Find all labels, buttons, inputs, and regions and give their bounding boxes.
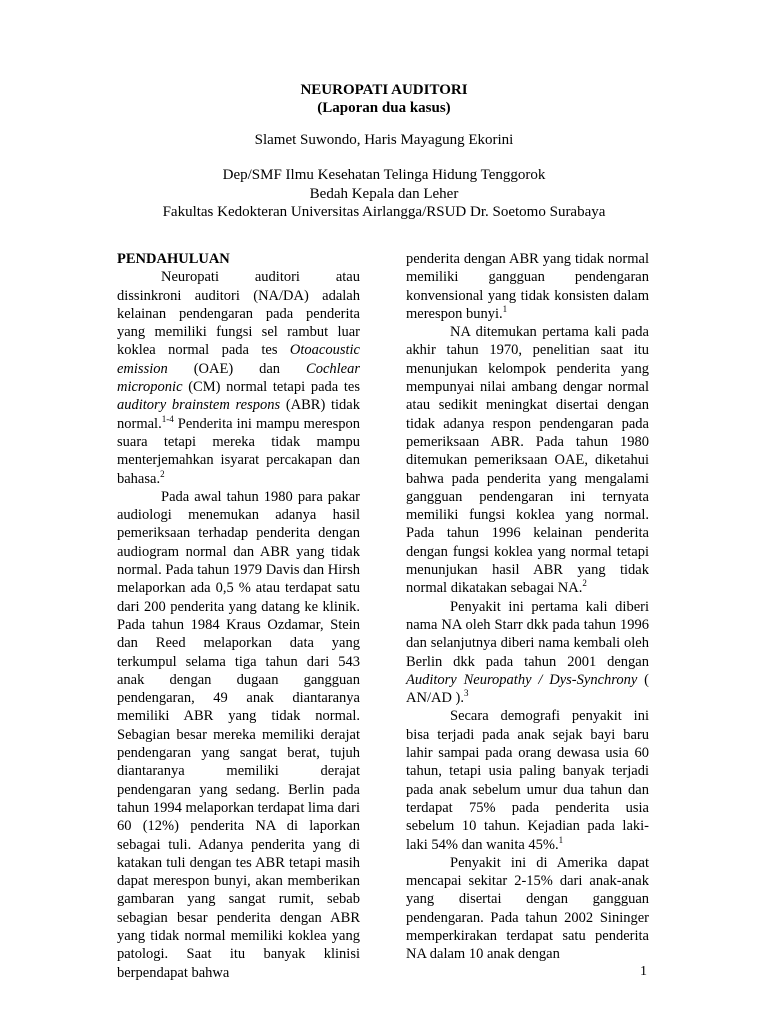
paragraph-prevalence: Penyakit ini di Amerika dapat mencapai sekitar 2-15% dari anak-anak yang disertai dengan gangguan pendengaran. Pada tahun 2002 Sininger memperkirakan terdapat satu penderita NA dalam 10 anak dengan — [406, 854, 649, 963]
affiliation-line-3: Fakultas Kedokteran Universitas Airlangga/RSUD Dr. Soetomo Surabaya — [162, 204, 606, 220]
paragraph-definition: Neuropati auditori atau dissinkroni auditori (NA/DA) adalah kelainan pendengaran pada penderita yang memiliki fungsi sel rambut luar koklea normal pada tes Otoacoustic emission (OAE) dan Cochlear microponic (CM) normal tetapi pada tes auditory brainstem respons (ABR) tidak normal.$^{1-4}$ Penderita ini mampu merespon suara tetapi mereka tidak mampu menterjemahkan isyarat percakapan dan bahasa.$^2$ — [117, 269, 360, 487]
page-number: 1 — [640, 964, 647, 979]
paper-subtitle: (Laporan dua kasus) — [317, 100, 451, 116]
paragraph-demography: Secara demografi penyakit ini bisa terjadi pada anak sejak bayi baru lahir sampai pada orang dewasa usia 60 tahun, tetapi usia paling banyak terjadi pada anak sebelum umur dua tahun dan terdapat 75% pada penderita usia sebelum 10 tahun. Kejadian pada laki-laki 54% dan wanita 45%.$^1$ — [406, 708, 649, 853]
author-list: Slamet Suwondo, Haris Mayagung Ekorini — [254, 132, 514, 148]
affiliation-block — [0, 166, 768, 222]
left-column — [117, 250, 360, 982]
affiliation-line-2: Bedah Kepala dan Leher — [309, 185, 459, 202]
section-heading: PENDAHULUAN — [117, 251, 230, 267]
paper-title: NEUROPATI AUDITORI — [300, 82, 468, 98]
paragraph-naming: Penyakit ini pertama kali diberi nama NA oleh Starr dkk pada tahun 1996 dan selanjutnya diberi nama kembali oleh Berlin dkk pada tahun 2001 dengan Auditory Neuropathy / Dys-Synchrony ( AN/AD ).$^3$ — [406, 598, 649, 707]
paragraph-history: Pada awal tahun 1980 para pakar audiologi menemukan adanya hasil pemeriksaan terhadap penderita dengan audiogram normal dan ABR yang tidak normal. Pada tahun 1979 Davis dan Hirsh melaporkan ada 0,5 % atau terdapat satu dari 200 penderita yang datang ke klinik. Pada tahun 1984 Kraus Ozdamar, Stein dan Reed melaporkan data yang terkumpul selama tiga tahun dari 543 anak dengan dugaan gangguan pendengaran, 49 anak diantaranya memiliki ABR yang tidak normal. Sebagian besar mereka memiliki derajat pendengaran yang sangat berat, tujuh diantaranya memiliki derajat pendengaran yang sedang. Berlin pada tahun 1994 melaporkan terdapat lima dari 60 (12%) penderita NA di laporkan sebagai tuli. Adanya penderita yang di katakan tuli dengan tes ABR tetapi masih dapat merespon bunyi, akan memberikan gambaran yang sangat rumit, sebab sebagian besar penderita dengan ABR yang tidak normal memiliki koklea yang patologi. Saat itu banyak klinisi berpendapat bahwa — [117, 488, 360, 981]
paragraph-discovery: NA ditemukan pertama kali pada akhir tahun 1970, penelitian saat itu menunjukan kelompok penderita yang mempunyai nilai ambang dengar normal atau sedikit meningkat disertai dengan tidak adanya respon pendengaran pada pemeriksaan ABR. Pada tahun 1980 ditemukan pemeriksaan OAE, diketahui bahwa pada penderita yang mengalami gangguan pendengaran ini ternyata memiliki fungsi koklea yang normal. Pada tahun 1996 kelainan penderita dengan fungsi koklea yang normal tetapi menunjukan hasil ABR yang tidak normal dikatakan sebagai NA.$^2$ — [406, 324, 649, 597]
paragraph-continuation: penderita dengan ABR yang tidak normal memiliki gangguan pendengaran konvensional yang tidak konsisten dalam merespon bunyi.$^1$ — [406, 251, 649, 322]
affiliation-line-1: Dep/SMF Ilmu Kesehatan Telinga Hidung Tenggorok — [222, 167, 546, 183]
right-column — [406, 250, 649, 964]
